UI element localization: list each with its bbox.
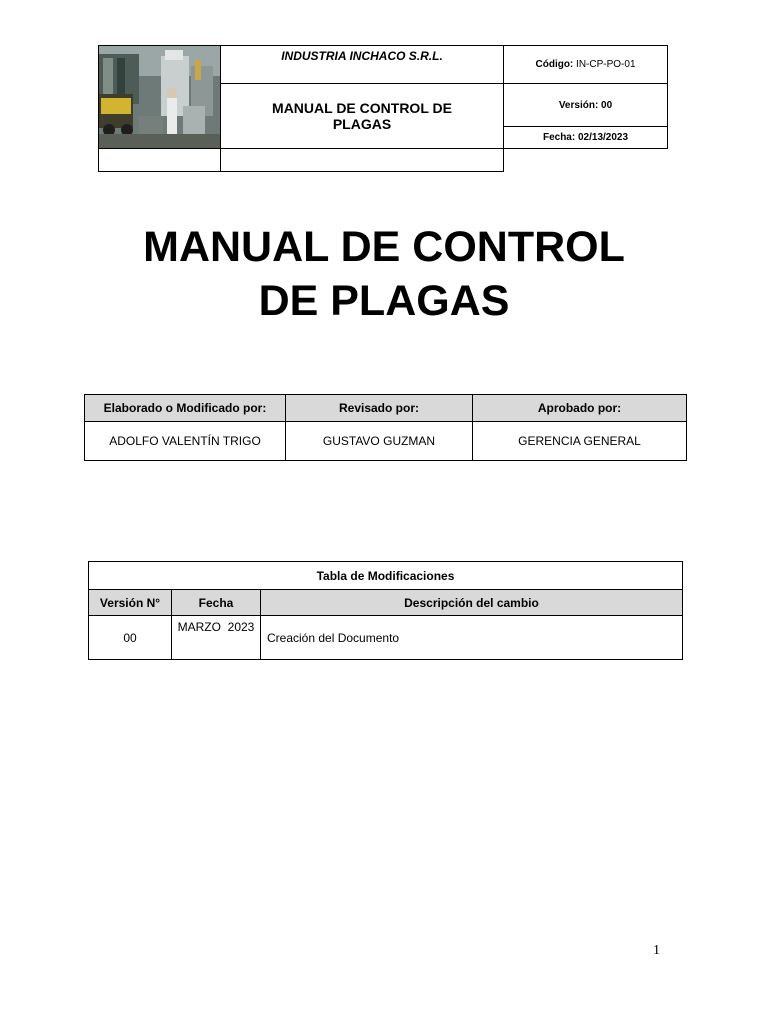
modifications-caption: Tabla de Modificaciones [89, 562, 683, 590]
modifications-table [88, 561, 683, 660]
modification-fecha: MARZO 2023 [172, 616, 261, 660]
modification-descripcion: Creación del Documento [261, 616, 683, 660]
document-header [98, 45, 668, 172]
modification-version: 00 [89, 616, 172, 660]
codigo-label: Código: [535, 59, 574, 70]
modifications-header-version: Versión N° [89, 590, 172, 616]
fecha-cell [504, 127, 668, 149]
fecha-text: Fecha: 02/13/2023 [542, 132, 629, 143]
page-title-line1: MANUAL DE CONTROL [143, 223, 625, 271]
approvals-value-aprobado: GERENCIA GENERAL [473, 422, 687, 461]
modifications-header-descripcion: Descripción del cambio [261, 590, 683, 616]
modifications-header-fecha: Fecha [172, 590, 261, 616]
approvals-value-revisado: GUSTAVO GUZMAN [286, 422, 473, 461]
approvals-header-revisado: Revisado por: [286, 395, 473, 422]
logo-cell [99, 46, 221, 149]
codigo-value: IN-CP-PO-01 [576, 59, 636, 70]
version-text: Versión: 00 [558, 99, 613, 111]
company-name: INDUSTRIA INCHACO S.R.L. [221, 46, 504, 84]
header-empty-cell [99, 149, 221, 172]
page-title [0, 220, 768, 328]
version-cell [504, 84, 668, 127]
page-number: 1 [653, 943, 660, 958]
factory-photo-icon [99, 46, 220, 148]
codigo-cell [504, 46, 668, 84]
approvals-header-elaborado: Elaborado o Modificado por: [85, 395, 286, 422]
approvals-value-elaborado: ADOLFO VALENTÍN TRIGO [85, 422, 286, 461]
header-blank-meta [221, 149, 504, 172]
approvals-table [84, 394, 687, 461]
page-title-line2: DE PLAGAS [258, 277, 510, 325]
header-doc-title: MANUAL DE CONTROL DE PLAGAS [221, 84, 504, 149]
approvals-header-aprobado: Aprobado por: [473, 395, 687, 422]
table-row [89, 616, 683, 660]
